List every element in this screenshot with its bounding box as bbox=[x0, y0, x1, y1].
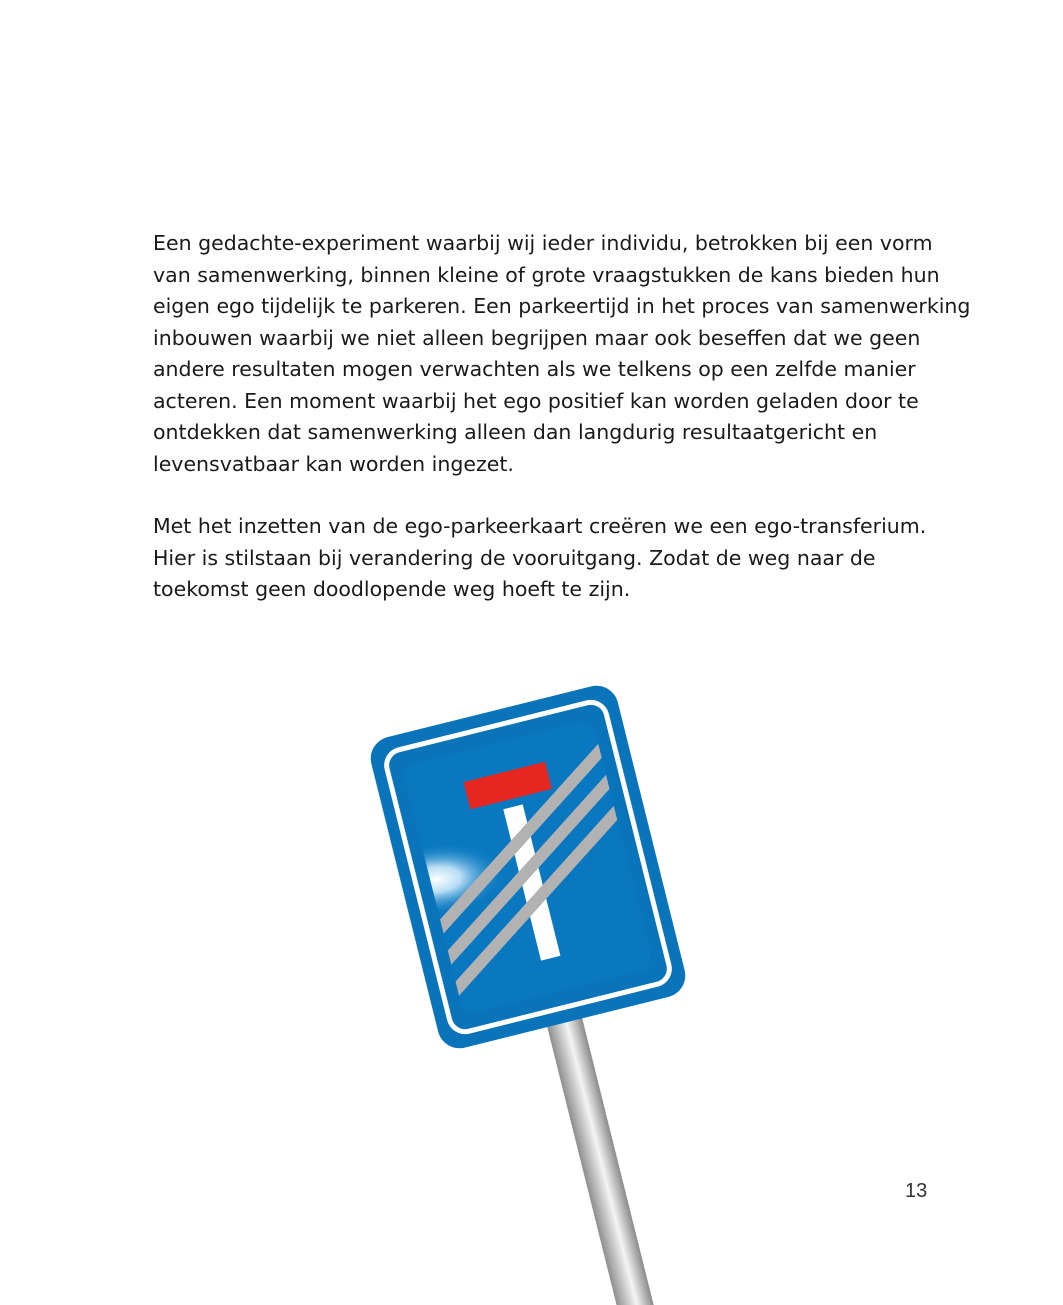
text-line: Hier is stilstaan bij verandering de vooruitgang. Zodat de weg naar de bbox=[153, 545, 876, 570]
text-line: ontdekken dat samenwerking alleen dan langdurig resultaatgericht en bbox=[153, 420, 878, 444]
sign-pole bbox=[543, 1001, 655, 1305]
text-line: Met het inzetten van de ego-parkeerkaart creëren we een ego-transferium. bbox=[153, 514, 927, 538]
text-line: levensvatbaar kan worden ingezet. bbox=[153, 451, 514, 476]
sign-panel bbox=[328, 675, 714, 1063]
text-line: inbouwen waarbij we niet alleen begrijpen maar ook beseffen dat we geen bbox=[153, 325, 921, 350]
page-number: 13 bbox=[905, 1180, 928, 1202]
text-line: toekomst geen doodlopende weg hoeft te zijn. bbox=[153, 577, 631, 601]
text-line: andere resultaten mogen verwachten als we telkens op een zelfde manier bbox=[153, 357, 916, 381]
text-line: acteren. Een moment waarbij het ego positief kan worden geladen door te bbox=[153, 388, 919, 413]
text-line: eigen ego tijdelijk te parkeren. Een parkeertijd in het proces van samenwerking bbox=[153, 294, 971, 318]
text-line: Een gedachte-experiment waarbij wij ieder individu, betrokken bij een vorm bbox=[153, 231, 933, 255]
text-line: van samenwerking, binnen kleine of grote vraagstukken de kans bieden hun bbox=[153, 262, 940, 287]
